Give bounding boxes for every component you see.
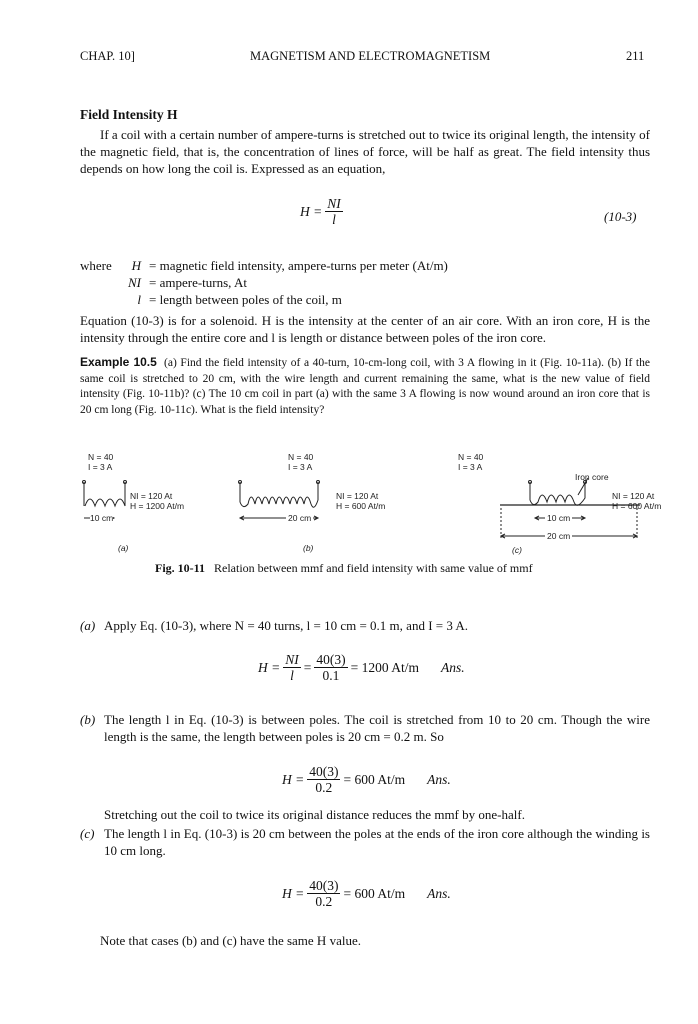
sol-c-ans: Ans. [427,886,451,901]
sol-c-den: 0.2 [315,894,333,909]
solenoid-paragraph: Equation (10-3) is for a solenoid. H is the intensity at the center of an air core. With an iron core, H is the intensity through the entire core and l is length or distance between poles of the iron core. [80,313,650,345]
sol-b-lhs: H = [282,772,305,787]
fig-b-h: H = 600 At/m [336,501,386,511]
sol-a-den1: l [290,668,294,683]
fig-b-label: (b) [303,543,314,553]
sol-a-den2: 0.1 [322,668,340,683]
def-sym: NI [128,275,141,290]
sol-c-text: The length l in Eq. (10-3) is 20 cm between the poles at the ends of the iron core although the winding is 10 cm long. [104,826,650,858]
fig-b-i: I = 3 A [288,462,313,472]
def-sym: l [137,292,141,307]
header-chapter: CHAP. 10] [80,49,135,63]
fig-c-core-label: Iron core [575,472,609,482]
sol-b-equation [282,764,451,795]
fig-a-h: H = 1200 At/m [130,501,185,511]
fig-b-values [336,491,385,511]
sol-b-num: 40(3) [309,764,339,779]
sol-a-result: = 1200 At/m [350,660,419,675]
fig-c-i: I = 3 A [458,462,483,472]
definitions [124,257,452,308]
example-10-5 [80,355,650,418]
sol-c-label: (c) [80,826,95,841]
fig-b-n: N = 40 [288,452,314,462]
fig-c-ni: NI = 120 At [612,491,655,501]
sol-b-label: (b) [80,712,96,727]
example-text: (a) Find the field intensity of a 40-turn, 10-cm-long coil, with 3 A flowing in it (Fig. 10-11a). (b) If the same coil is stretched to 20 cm, with the wire length and current remaining the same, what is the new value of field intensity (Fig. 10-11b)? (c) The 10 cm coil in part (a) with the same 3 A flowing is now wound around an iron core that is 20 cm long (Fig. 10-11c). What is the field intensity? [80,357,650,416]
equation-10-3 [300,196,346,227]
fig-a-params [88,452,113,472]
sol-a-label: (a) [80,618,96,633]
def-text: = magnetic field intensity, ampere-turns per meter (At/m) [149,258,448,273]
fig-c-values [612,491,661,511]
fig-a-n: N = 40 [88,452,114,462]
sol-c-result: = 600 At/m [343,886,406,901]
header-page: 211 [626,49,645,63]
intro-paragraph: If a coil with a certain number of ampere-turns is stretched out to twice its original length, the intensity of the magnetic field, that is, the concentration of lines of force, will be half as great. The field intensity thus depends on how long the coil is. Expressed as an equation, [80,127,650,176]
eq-lhs: H = [300,204,323,219]
fig-c-n: N = 40 [458,452,484,462]
where-label: where [80,258,112,273]
fig-b-params [288,452,313,472]
equation-number: (10-3) [604,209,637,224]
sol-a-num1: NI [285,652,299,667]
fig-a-ni: NI = 120 At [130,491,173,501]
fig-c-length-winding: 10 cm [547,513,571,523]
sol-a-ans: Ans. [440,660,465,675]
fig-c-length-core: 20 cm [547,531,571,541]
figure-caption [155,560,533,577]
eq-den: l [332,212,336,227]
fig-c-label: (c) [512,545,522,555]
sol-a-equation: H = $\frac{NI}{l}$ = $\frac{40(3)}{0.1}$ = 1200 At/m Ans. [258,652,465,683]
fig-a-i: I = 3 A [88,462,113,472]
sol-b-text: The length l in Eq. (10-3) is between poles. The coil is stretched from 10 to 20 cm. Though the wire length is the same, the length between poles is 20 cm = 0.2 m. So [104,712,650,744]
sol-c-num: 40(3) [309,878,339,893]
fig-c-h: H = 600 At/m [612,501,662,511]
sol-b-after: Stretching out the coil to twice its original distance reduces the mmf by one-half. [104,807,525,822]
sol-a-text: Apply Eq. (10-3), where N = 40 turns, l = 10 cm = 0.1 m, and I = 3 A. [104,618,469,633]
sol-a-num2: 40(3) [316,652,346,667]
example-label: Example 10.5 [80,355,157,369]
eq-num: NI [327,196,341,211]
def-sym: H [131,258,141,273]
sol-c-equation [282,878,451,909]
eq-fraction [325,196,343,227]
sol-b-result: = 600 At/m [343,772,406,787]
fig-a-values [130,491,184,511]
sol-c-lhs: H = [282,886,305,901]
def-text: = length between poles of the coil, m [149,292,342,307]
fig-a-length: 10 cm [90,513,114,523]
caption-text: Relation between mmf and field intensity with same value of mmf [214,561,533,575]
caption-number: Fig. 10-11 [155,561,205,575]
sol-b-den: 0.2 [315,780,333,795]
closing-note: Note that cases (b) and (c) have the same H value. [100,933,361,948]
header-title: MAGNETISM AND ELECTROMAGNETISM [250,49,491,63]
fig-b-ni: NI = 120 At [336,491,379,501]
sol-a-lhs: H = [258,660,281,675]
sol-b-ans: Ans. [427,772,451,787]
fig-b-length: 20 cm [288,513,312,523]
fig-c-params [458,452,483,472]
fig-a-label: (a) [118,543,129,553]
def-text: = ampere-turns, At [149,275,247,290]
section-title: Field Intensity H [80,107,178,122]
